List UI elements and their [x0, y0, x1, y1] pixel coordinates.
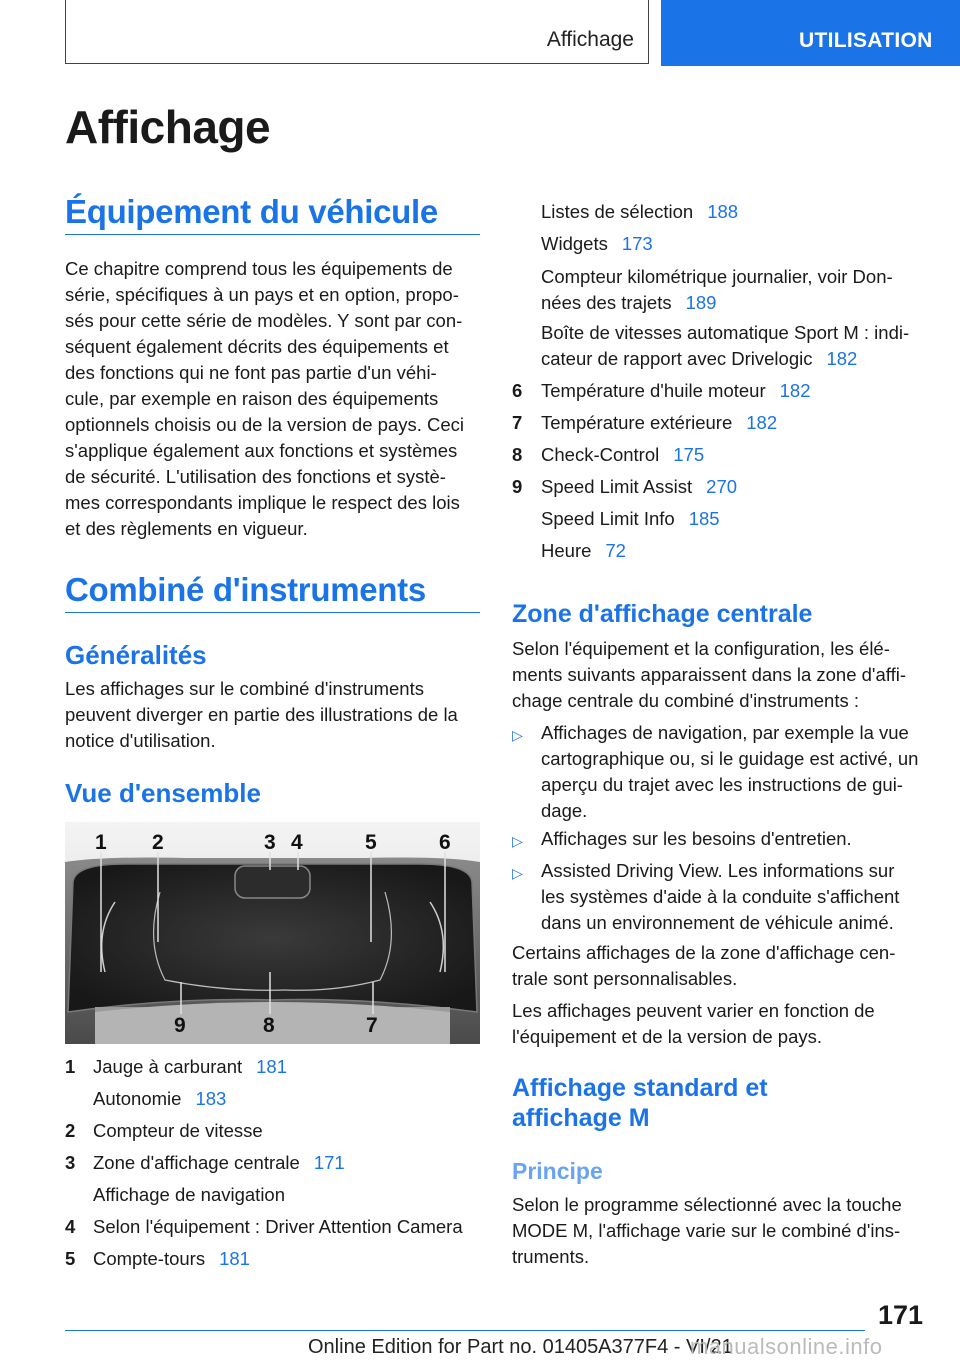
callout-7: 7	[366, 1014, 378, 1037]
paragraph-certains: Certains affichages de la zone d'affichage cen- trale sont personnalisables.	[512, 942, 896, 989]
page-ref-link[interactable]: 175	[673, 444, 705, 465]
page-ref-link[interactable]: 183	[195, 1088, 227, 1109]
paragraph-equipement: Ce chapitre comprend tous les équipements de série, spécifiques à un pays et en option, propo- sés pour cette série de modèles. Y sont par con- séquent également décrits des équipements et des fonctions qui ne font pas partie d'un véhi- cule, par exemple en raison des équipements optionnels choisis ou de la version de pays. Ceci s'applique également aux fonctions et systèmes de sécurité. L'utilisation des fonctions et systè- mes correspondants implique le respect des lois et des règlements en vigueur.	[65, 258, 465, 539]
heading-vue-ensemble: Vue d'ensemble	[65, 778, 261, 808]
page-title: Affichage	[65, 101, 271, 153]
callout-5: 5	[365, 831, 377, 854]
heading-affichage-standard: Affichage standard et affichage M	[512, 1074, 768, 1132]
callout-9: 9	[174, 1014, 186, 1037]
heading-equipement: Équipement du véhicule	[65, 193, 438, 230]
heading-rule	[65, 612, 480, 613]
callout-1: 1	[95, 831, 107, 854]
page-ref-link[interactable]: 185	[688, 508, 720, 529]
page-ref-link[interactable]: 72	[605, 540, 626, 561]
watermark: manualsonline.info	[690, 1334, 883, 1359]
paragraph-generalites: Les affichages sur le combiné d'instruments peuvent diverger en partie des illustrations de la notice d'utilisation.	[65, 678, 458, 751]
callout-3: 3	[264, 831, 276, 854]
heading-zone-affichage: Zone d'affichage centrale	[512, 600, 813, 628]
heading-generalites: Généralités	[65, 640, 207, 670]
header-section-box	[65, 0, 649, 64]
triangle-bullet-icon: ▷	[512, 727, 523, 743]
header-section-title: Affichage	[546, 28, 634, 51]
page-ref-link[interactable]: 188	[707, 201, 739, 222]
page-ref-link[interactable]: 182	[746, 412, 778, 433]
header-chapter-tab: UTILISATION	[661, 0, 960, 66]
callout-2: 2	[152, 831, 164, 854]
paragraph-varier: Les affichages peuvent varier en fonction de l'équipement et de la version de pays.	[512, 1000, 875, 1047]
page-ref-link[interactable]: 189	[685, 292, 717, 313]
page-ref-link[interactable]: 171	[313, 1152, 345, 1173]
page-ref-link[interactable]: 182	[779, 380, 811, 401]
footer-rule	[65, 1330, 865, 1331]
page-ref-link[interactable]: 182	[826, 348, 858, 369]
callout-8: 8	[263, 1014, 275, 1037]
page-ref-link[interactable]: 173	[621, 233, 653, 254]
page-ref-link[interactable]: 181	[219, 1248, 250, 1269]
instrument-cluster-illustration	[65, 822, 480, 1044]
heading-principe: Principe	[512, 1158, 603, 1184]
callout-4: 4	[291, 831, 303, 854]
edition-note: Online Edition for Part no. 01405A377F4 - VI/21	[308, 1336, 733, 1358]
heading-rule	[65, 234, 480, 235]
triangle-bullet-icon: ▷	[512, 865, 523, 881]
paragraph-principe: Selon le programme sélectionné avec la touche MODE M, l'affichage varie sur le combiné d'ins- truments.	[512, 1194, 902, 1267]
callout-6: 6	[439, 831, 451, 854]
heading-combine: Combiné d'instruments	[65, 571, 426, 608]
page-ref-link[interactable]: 270	[706, 476, 738, 497]
page-number: 171	[878, 1300, 924, 1330]
triangle-bullet-icon: ▷	[512, 833, 523, 849]
page-ref-link[interactable]: 181	[256, 1056, 288, 1077]
paragraph-zone: Selon l'équipement et la configuration, les élé- ments suivants apparaissent dans la zone d'affi- chage centrale du combiné d'instruments :	[512, 638, 906, 711]
